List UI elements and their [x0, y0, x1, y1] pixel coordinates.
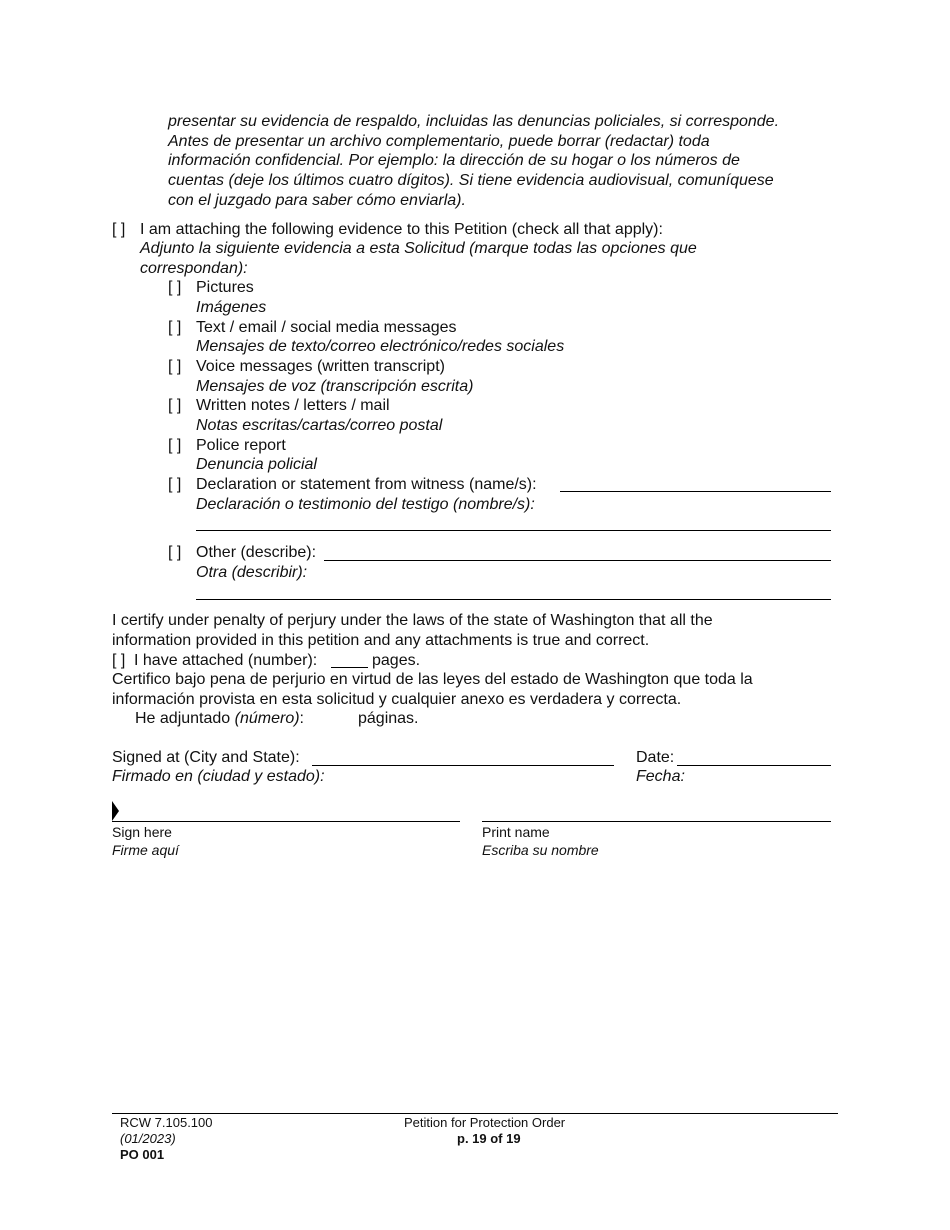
text-messages-checkbox[interactable]: [ ] — [168, 319, 182, 336]
signed-at-field[interactable] — [312, 765, 614, 766]
written-notes-label: Written notes / letters / mail — [196, 397, 390, 414]
other-describe-field[interactable] — [324, 560, 831, 561]
adjuntado-line — [135, 709, 304, 728]
signature-field[interactable] — [112, 821, 460, 822]
intro-line-3: información confidencial. Por ejemplo: la dirección de su hogar o los números de — [168, 152, 740, 169]
voice-messages-checkbox[interactable]: [ ] — [168, 358, 182, 375]
text-messages-label: Text / email / social media messages — [196, 319, 457, 336]
evidence-label-es-1: Adjunto la siguiente evidencia a esta Solicitud (marque todas las opciones que — [140, 240, 697, 257]
attached-checkbox[interactable]: [ ] — [112, 652, 126, 669]
intro-line-5: con el juzgado para saber cómo enviarla). — [168, 192, 466, 209]
voice-messages-label-es: Mensajes de voz (transcripción escrita) — [196, 378, 474, 395]
intro-line-4: cuentas (deje los últimos cuatro dígitos). Si tiene evidencia audiovisual, comuníquese — [168, 172, 774, 189]
footer-rule — [112, 1113, 838, 1114]
voice-messages-label: Voice messages (written transcript) — [196, 358, 445, 375]
date-field[interactable] — [677, 765, 831, 766]
footer-date: (01/2023) — [120, 1131, 176, 1146]
attached-label: I have attached (number): — [134, 652, 318, 669]
declaration-checkbox[interactable]: [ ] — [168, 476, 182, 493]
adjuntado-suffix: páginas. — [358, 710, 419, 727]
pictures-label: Pictures — [196, 279, 254, 296]
signed-at-label-es: Firmado en (ciudad y estado): — [112, 768, 325, 785]
attached-suffix: pages. — [372, 652, 421, 669]
footer-title: Petition for Protection Order — [404, 1115, 566, 1130]
intro-line-2: Antes de presentar un archivo complementario, puede borrar (redactar) toda — [168, 133, 710, 150]
adjuntado-colon: : — [299, 710, 304, 727]
declaration-label-es: Declaración o testimonio del testigo (nombre/s): — [196, 496, 535, 513]
footer-page: p. 19 of 19 — [457, 1131, 521, 1146]
pictures-label-es: Imágenes — [196, 299, 267, 316]
attached-number-field[interactable] — [331, 667, 368, 668]
declaration-witness-field-2[interactable] — [196, 530, 831, 531]
declaration-label: Declaration or statement from witness (name/s): — [196, 476, 537, 493]
adjuntado-number-label: (número) — [234, 710, 300, 727]
sign-here-label: Sign here — [112, 824, 172, 840]
print-name-label-es: Escriba su nombre — [482, 842, 599, 858]
certify-en-2: information provided in this petition and any attachments is true and correct. — [112, 632, 650, 649]
text-messages-label-es: Mensajes de texto/correo electrónico/redes sociales — [196, 338, 565, 355]
other-checkbox[interactable]: [ ] — [168, 544, 182, 561]
police-report-label-es: Denuncia policial — [196, 456, 317, 473]
footer-form-number: PO 001 — [120, 1147, 165, 1162]
print-name-field[interactable] — [482, 821, 831, 822]
police-report-checkbox[interactable]: [ ] — [168, 437, 182, 454]
written-notes-checkbox[interactable]: [ ] — [168, 397, 182, 414]
evidence-label: I am attaching the following evidence to this Petition (check all that apply): — [140, 221, 663, 238]
footer-rcw: RCW 7.105.100 — [120, 1115, 213, 1130]
intro-line-1: presentar su evidencia de respaldo, incluidas las denuncias policiales, si corresponde. — [168, 113, 780, 130]
certify-en-1: I certify under penalty of perjury under the laws of the state of Washington that all the — [112, 612, 713, 629]
sign-here-arrow-icon — [112, 801, 120, 821]
print-name-label: Print name — [482, 824, 550, 840]
pictures-checkbox[interactable]: [ ] — [168, 279, 182, 296]
adjuntado-prefix: He adjuntado — [135, 710, 235, 727]
other-label: Other (describe): — [196, 544, 317, 561]
other-label-es: Otra (describir): — [196, 564, 308, 581]
evidence-label-es-2: correspondan): — [140, 260, 248, 277]
other-describe-field-2[interactable] — [196, 599, 831, 600]
date-label-es: Fecha: — [636, 768, 685, 785]
declaration-witness-field[interactable] — [560, 491, 831, 492]
police-report-label: Police report — [196, 437, 286, 454]
sign-here-label-es: Firme aquí — [112, 842, 179, 858]
certify-es-1: Certifico bajo pena de perjurio en virtud de las leyes del estado de Washington que toda la — [112, 671, 753, 688]
signed-at-label: Signed at (City and State): — [112, 749, 300, 766]
evidence-checkbox[interactable]: [ ] — [112, 221, 126, 238]
certify-es-2: información provista en esta solicitud y cualquier anexo es verdadera y correcta. — [112, 691, 682, 708]
written-notes-label-es: Notas escritas/cartas/correo postal — [196, 417, 443, 434]
date-label: Date: — [636, 749, 675, 766]
